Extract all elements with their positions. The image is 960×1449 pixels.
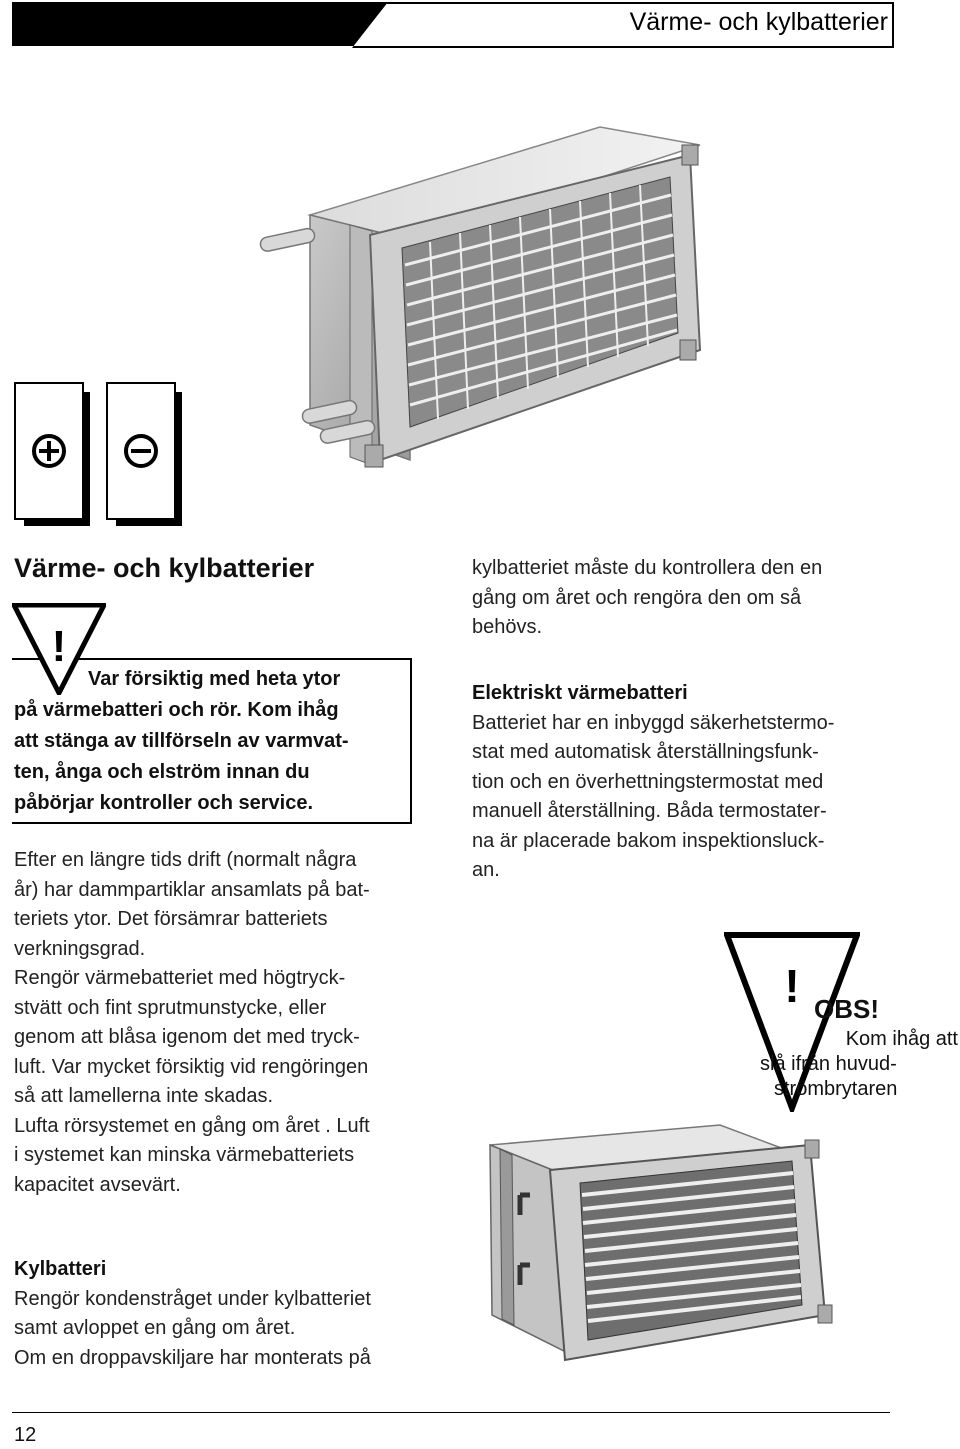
text-line: Lufta rörsystemet en gång om året . Luft [14, 1114, 370, 1137]
text-line: teriets ytor. Det försämrar batteriets [14, 908, 328, 930]
kylbatteri-heading: Kylbatteri [14, 1258, 107, 1280]
text-line: samt avloppet en gång om året. [14, 1317, 296, 1339]
obs-line: strömbrytaren [774, 1078, 898, 1100]
text-line: stat med automatisk återställningsfunk- [472, 741, 819, 763]
text-line: kapacitet avsevärt. [14, 1173, 181, 1196]
text-line: luft. Var mycket försiktig vid rengöringen [14, 1055, 369, 1078]
text-line: an. [472, 859, 500, 881]
heating-coil-illustration [250, 115, 720, 495]
svg-text:!: ! [51, 622, 67, 671]
text-line: Rengör kondenstråget under kylbatteriet [14, 1287, 371, 1310]
text-line: na är placerade bakom inspektionsluck- [472, 829, 825, 852]
svg-text:!: ! [784, 960, 800, 1012]
minus-terminal-box [106, 382, 176, 520]
section-title: Värme- och kylbatterier [14, 553, 315, 583]
elektriskt-section [472, 679, 912, 886]
text-line: Efter en längre tids drift (normalt några [14, 849, 357, 871]
text-line: verkningsgrad. [14, 937, 146, 960]
minus-circle-icon [122, 432, 160, 470]
kylbatteri-section [14, 1255, 454, 1373]
obs-line: slå ifrån huvud- [760, 1053, 897, 1075]
warning-text [14, 664, 414, 819]
text-line: tion och en överhettningstermostat med [472, 770, 824, 793]
header-black-tab [12, 2, 388, 46]
text-line: Rengör värmebatteriet med högtryck- [14, 967, 346, 989]
obs-title: OBS! [814, 994, 879, 1024]
text-line: så att lamellerna inte skadas. [14, 1085, 274, 1107]
page-header-title: Värme- och kylbatterier [629, 8, 888, 36]
warning-line: ten, ånga och elström innan du [14, 761, 310, 783]
text-line: genom att blåsa igenom det med tryck- [14, 1026, 360, 1048]
cleaning-instructions [14, 846, 434, 1200]
plus-terminal-box [14, 382, 84, 520]
warning-line: påbörjar kontroller och service. [14, 792, 313, 814]
text-line: manuell återställning. Båda termostater- [472, 800, 827, 822]
plus-circle-icon [30, 432, 68, 470]
text-line: gång om året och rengöra den om så [472, 586, 802, 609]
text-line: kylbatteriet måste du kontrollera den en [472, 557, 823, 579]
text-line: i systemet kan minska värmebatteriets [14, 1144, 355, 1166]
text-line: stvätt och fint sprutmunstycke, eller [14, 996, 327, 1019]
warning-line: att stänga av tillförseln av varmvat- [14, 730, 349, 752]
obs-text [748, 1027, 958, 1102]
electric-coil-illustration [480, 1115, 850, 1365]
text-line: år) har dammpartiklar ansamlats på bat- [14, 878, 370, 901]
warning-line: Var försiktig med heta ytor [88, 668, 341, 690]
text-line: Batteriet har en inbyggd säkerhetstermo- [472, 711, 835, 734]
footer-divider [12, 1412, 890, 1413]
kylbatteri-continued [472, 554, 912, 643]
page-number: 12 [14, 1424, 37, 1446]
text-line: behövs. [472, 616, 543, 638]
obs-line: Kom ihåg att [845, 1028, 958, 1050]
warning-line: på värmebatteri och rör. Kom ihåg [14, 699, 339, 721]
elektriskt-heading: Elektriskt värmebatteri [472, 682, 688, 704]
text-line: Om en droppavskiljare har monterats på [14, 1346, 371, 1369]
